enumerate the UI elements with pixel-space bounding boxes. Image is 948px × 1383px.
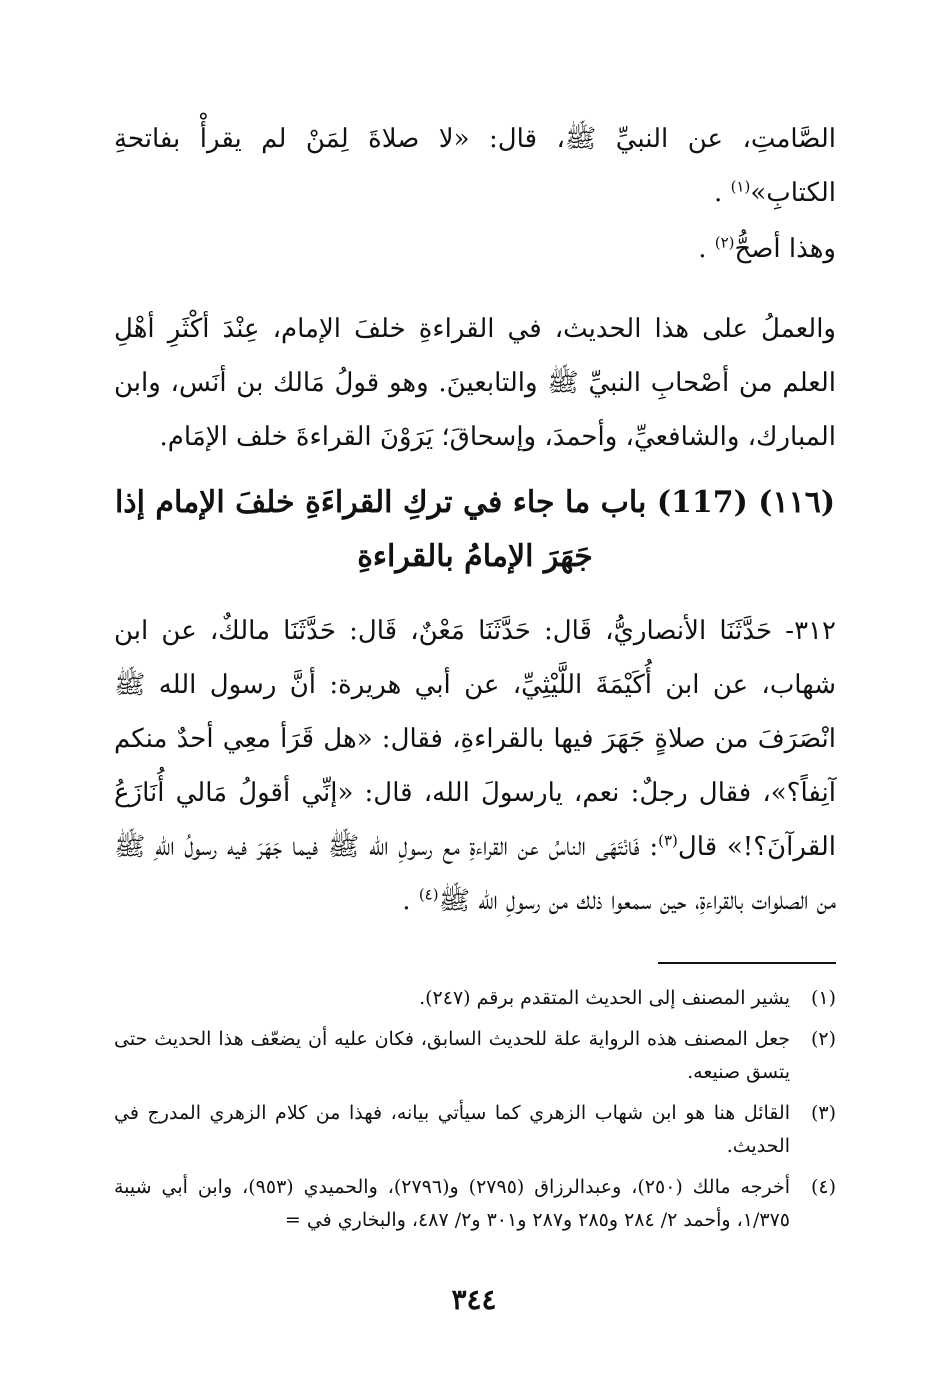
footnote-item	[114, 1097, 836, 1163]
footnote-ref: (٢)	[714, 233, 735, 252]
footnote-number: (٣)	[810, 1102, 836, 1124]
footnote-item	[114, 982, 836, 1015]
footnote-item	[114, 1171, 836, 1237]
footnote-text: أخرجه مالك (٢٥٠)، وعبدالرزاق (٢٧٩٥) و(٢٧٩٦)، والحميدي (٩٥٣)، وابن أبي شيبة ١/٣٧٥، وأحمد ٢/ ٢٨٤ و٢٨٥ و٢٨٧ و٣٠١ و٢/ ٤٨٧، والبخاري في =	[114, 1176, 790, 1231]
footnote-item	[114, 1023, 836, 1089]
page-number: ٣٤٤	[451, 1283, 497, 1316]
footnote-text: القائل هنا هو ابن شهاب الزهري كما سيأتي بيانه، فهذا من كلام الزهري المدرج في الحديث.	[114, 1102, 790, 1157]
footnote-number: (٤)	[810, 1176, 836, 1198]
hadith-text: : فَانْتَهَى الناسُ عن القراءةِ مع رسولِ الله ﷺ فيما جَهَرَ فيه رسولُ اللهِ ﷺ من الصلوات بالقراءةِ، حين سمعوا ذلك من رسولِ الله ﷺ	[114, 832, 836, 916]
paragraph-text: الصَّامتِ، عن النبيِّ ﷺ، قال: «لا صلاةَ لِمَنْ لم يقرأْ بفاتحةِ الكتابِ»	[114, 124, 836, 208]
footnote-number: (١)	[810, 987, 836, 1009]
paragraph-hadith-end: الصَّامتِ، عن النبيِّ ﷺ، قال: «لا صلاةَ لِمَنْ لم يقرأْ بفاتحةِ الكتابِ»$^{(١)}$ .	[114, 124, 836, 208]
footnote-ref: (١)	[730, 177, 751, 196]
footnote-ref: (٣)	[658, 831, 678, 850]
paragraph-ruling: وهذا أصحُّ$^{(٢)}$ .	[698, 233, 836, 264]
footnotes	[114, 982, 836, 1245]
paragraph-text: وهذا أصحُّ	[734, 234, 836, 264]
paragraph-text: والعملُ على هذا الحديث، في القراءةِ خلفَ الإمام، عِنْدَ أكْثَرِ أهْلِ العلم من أصْحابِ النبيِّ ﷺ والتابعينَ. وهو قولُ مَالك بن أنَس، وابن المبارك، والشافعيِّ، وأحمدَ، وإسحاقَ؛ يَرَوْنَ القراءةَ خلف الإمَام.	[114, 314, 836, 452]
footnote-separator	[658, 962, 836, 964]
footnote-text: يشير المصنف إلى الحديث المتقدم برقم (٢٤٧).	[419, 987, 790, 1009]
hadith-paragraph: ٣١٢- حَدَّثَنَا الأنصاريُّ، قَال: حَدَّثَنَا مَعْنٌ، قَال: حَدَّثَنَا مالكٌ، عن ابن شهاب، عن ابن أُكَيْمَةَ اللَّيْثِيِّ، عن أبي هريرة: أنَّ رسول الله ﷺ انْصَرَفَ من صلاةٍ جَهَرَ فيها بالقراءةِ، فقال: «هل قَرَأ معِي أحدٌ منكم آنِفاً؟»، فقال رجلٌ: نعم، يارسولَ الله، قال: «إنِّي أقولُ مَالي أُنَازَعُ القرآنَ؟!» قال$^{(٣)}$: فَانْتَهَى الناسُ عن القراءةِ مع رسولِ الله ﷺ فيما جَهَرَ فيه رسولُ اللهِ ﷺ من الصلوات بالقراءةِ، حين سمعوا ذلك من رسولِ الله ﷺ$^{(٤)}$ .	[114, 616, 837, 916]
chapter-heading: (١١٦) (117) باب ما جاء في تركِ القراءَةِ خلفَ الإمام إذا جَهَرَ الإمامُ بالقراءةِ	[114, 485, 836, 574]
footnote-text: جعل المصنف هذه الرواية علة للحديث السابق، فكان عليه أن يضعّف هذا الحديث حتى يتسق صنيعه.	[114, 1028, 790, 1083]
hadith-text: ٣١٢- حَدَّثَنَا الأنصاريُّ، قَال: حَدَّثَنَا مَعْنٌ، قَال: حَدَّثَنَا مالكٌ، عن ابن شهاب، عن ابن أُكَيْمَةَ اللَّيْثِيِّ، عن أبي هريرة: أنَّ رسول الله ﷺ انْصَرَفَ من صلاةٍ جَهَرَ فيها بالقراءةِ، فقال: «هل قَرَأ معِي أحدٌ منكم آنِفاً؟»، فقال رجلٌ: نعم، يارسولَ الله، قال: «إنِّي أقولُ مَالي أُنَازَعُ القرآنَ؟!» قال	[114, 616, 837, 862]
footnote-number: (٢)	[810, 1028, 836, 1050]
footnote-ref: (٤)	[418, 885, 439, 904]
paragraph-practice	[114, 302, 836, 464]
